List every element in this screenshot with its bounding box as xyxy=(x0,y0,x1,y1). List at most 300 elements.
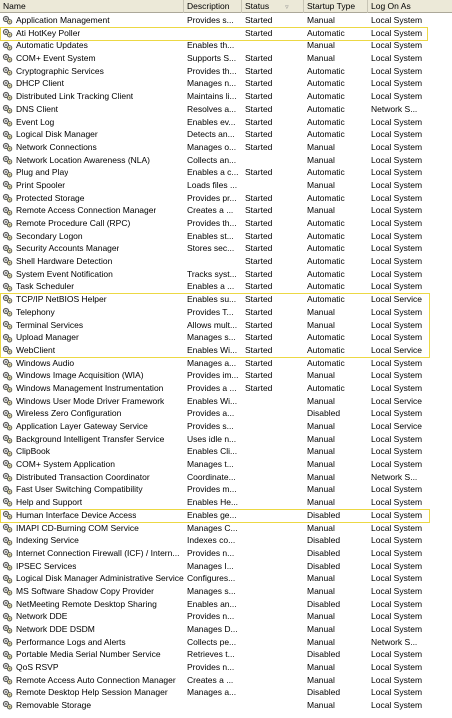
service-gear-icon xyxy=(2,485,13,495)
service-startup-type: Automatic xyxy=(307,129,345,140)
service-gear-icon xyxy=(2,624,13,634)
service-name: Plug and Play xyxy=(16,167,69,178)
service-name-cell[interactable] xyxy=(0,128,184,141)
service-name: Fast User Switching Compatibility xyxy=(16,484,143,495)
table-row[interactable] xyxy=(0,128,452,141)
service-name-cell[interactable] xyxy=(0,103,184,116)
service-log-on-as: Local System xyxy=(371,281,423,292)
column-header-description[interactable]: Description xyxy=(184,0,242,13)
service-gear-icon xyxy=(2,244,13,254)
service-gear-icon xyxy=(2,650,13,660)
service-gear-icon xyxy=(2,574,13,584)
table-row[interactable] xyxy=(0,433,452,446)
service-description: Provides a... xyxy=(187,408,235,419)
service-name-cell[interactable] xyxy=(0,382,184,395)
service-description: Provides n... xyxy=(187,662,235,673)
column-header-name[interactable]: Name xyxy=(0,0,184,13)
service-name: Remote Access Connection Manager xyxy=(16,205,157,216)
service-startup-type: Manual xyxy=(307,700,335,711)
service-name-cell[interactable] xyxy=(0,192,184,205)
service-log-on-as: Local System xyxy=(371,141,423,152)
service-name-cell[interactable] xyxy=(0,280,184,293)
service-startup-type: Automatic xyxy=(307,230,345,241)
service-name-cell[interactable] xyxy=(0,471,184,484)
service-startup-type: Disabled xyxy=(307,687,341,698)
service-name-cell[interactable] xyxy=(0,230,184,243)
service-log-on-as: Local System xyxy=(371,687,423,698)
service-description: Manages s... xyxy=(187,332,236,343)
table-row[interactable] xyxy=(0,166,452,179)
table-row[interactable] xyxy=(0,471,452,484)
service-name: Logical Disk Manager xyxy=(16,129,98,140)
service-description: Enables He... xyxy=(187,497,239,508)
service-startup-type: Automatic xyxy=(307,218,345,228)
service-startup-type: Manual xyxy=(307,319,335,330)
service-gear-icon xyxy=(2,497,13,507)
table-row[interactable] xyxy=(0,52,452,65)
column-header-startup-type[interactable]: Startup Type xyxy=(304,0,368,13)
service-gear-icon xyxy=(2,294,13,304)
service-name-cell[interactable] xyxy=(0,306,184,319)
service-name: Remote Desktop Help Session Manager xyxy=(16,687,168,698)
table-row[interactable] xyxy=(0,344,452,357)
service-name: Print Spooler xyxy=(16,179,66,190)
service-status: Started xyxy=(245,218,273,228)
table-row[interactable] xyxy=(0,90,452,103)
service-name: Indexing Service xyxy=(16,535,79,546)
service-status xyxy=(242,686,304,699)
service-startup-type: Manual xyxy=(307,370,335,381)
service-name: Cryptographic Services xyxy=(16,65,104,76)
table-row[interactable] xyxy=(0,496,452,509)
service-name-cell[interactable] xyxy=(0,636,184,649)
service-status: Started xyxy=(245,27,273,38)
service-name-cell[interactable] xyxy=(0,585,184,598)
service-name-cell[interactable] xyxy=(0,395,184,408)
service-description: Enables Wi... xyxy=(187,344,238,355)
service-status xyxy=(242,420,304,433)
service-name: Secondary Logon xyxy=(16,230,83,241)
service-description: Creates a ... xyxy=(187,205,234,216)
table-row[interactable] xyxy=(0,382,452,395)
service-log-on-as: Local System xyxy=(371,53,423,64)
service-gear-icon xyxy=(2,612,13,622)
table-row[interactable] xyxy=(0,509,452,522)
service-description: Manages C... xyxy=(187,522,238,533)
service-description: Detects an... xyxy=(187,129,235,140)
service-name-cell[interactable] xyxy=(0,255,184,268)
service-description: Configures... xyxy=(187,573,236,584)
table-row[interactable] xyxy=(0,560,452,573)
service-log-on-as: Local System xyxy=(371,535,423,546)
service-startup-type: Manual xyxy=(307,154,335,165)
table-row[interactable] xyxy=(0,204,452,217)
service-name-cell[interactable] xyxy=(0,686,184,699)
table-row[interactable] xyxy=(0,306,452,319)
service-startup-type: Manual xyxy=(307,674,335,685)
table-row[interactable] xyxy=(0,648,452,661)
service-status xyxy=(242,395,304,408)
service-name-cell[interactable] xyxy=(0,319,184,332)
service-name: Upload Manager xyxy=(16,332,79,343)
service-description: Creates a ... xyxy=(187,674,234,685)
table-row[interactable] xyxy=(0,522,452,535)
table-row[interactable] xyxy=(0,407,452,420)
table-row[interactable] xyxy=(0,445,452,458)
service-status xyxy=(242,560,304,573)
service-log-on-as: Local System xyxy=(371,218,423,228)
service-status: Started xyxy=(245,15,273,25)
table-row[interactable] xyxy=(0,699,452,712)
service-name-cell[interactable] xyxy=(0,623,184,636)
service-startup-type: Manual xyxy=(307,497,335,508)
service-gear-icon xyxy=(2,168,13,178)
service-name: Task Scheduler xyxy=(16,281,75,292)
service-name: Network DDE DSDM xyxy=(16,624,95,634)
service-status xyxy=(242,661,304,674)
service-name-cell[interactable] xyxy=(0,674,184,687)
service-description: Provides pr... xyxy=(187,192,237,203)
service-log-on-as: Local System xyxy=(371,268,423,279)
table-row[interactable] xyxy=(0,357,452,370)
service-name-cell[interactable] xyxy=(0,204,184,217)
service-name-cell[interactable] xyxy=(0,141,184,154)
service-startup-type: Automatic xyxy=(307,167,345,178)
service-startup-type: Automatic xyxy=(307,27,345,38)
service-log-on-as: Local System xyxy=(371,357,423,368)
service-startup-type: Manual xyxy=(307,141,335,152)
table-row[interactable] xyxy=(0,154,452,167)
service-gear-icon xyxy=(2,79,13,89)
table-row[interactable] xyxy=(0,268,452,281)
service-gear-icon xyxy=(2,396,13,406)
service-name-cell[interactable] xyxy=(0,661,184,674)
service-startup-type: Automatic xyxy=(307,116,345,127)
service-status: Started xyxy=(245,116,273,127)
service-description: Enables an... xyxy=(187,598,237,609)
service-description: Provides s... xyxy=(187,15,234,25)
service-name: Protected Storage xyxy=(16,192,85,203)
table-row[interactable] xyxy=(0,14,452,27)
service-log-on-as: Local System xyxy=(371,382,423,393)
service-gear-icon xyxy=(2,459,13,469)
service-gear-icon xyxy=(2,155,13,165)
service-name-cell[interactable] xyxy=(0,268,184,281)
service-name-cell[interactable] xyxy=(0,648,184,661)
service-gear-icon xyxy=(2,472,13,482)
service-description: Provides n... xyxy=(187,547,235,558)
service-name-cell[interactable] xyxy=(0,77,184,90)
service-name: DNS Client xyxy=(16,103,59,114)
table-row[interactable] xyxy=(0,572,452,585)
table-row[interactable] xyxy=(0,369,452,382)
service-name-cell[interactable] xyxy=(0,610,184,623)
service-description: Manages a... xyxy=(187,357,237,368)
service-name: Distributed Transaction Coordinator xyxy=(16,471,150,482)
service-status: Started xyxy=(245,332,273,343)
column-header-status[interactable]: Status ▿ xyxy=(242,0,304,13)
service-log-on-as: Local System xyxy=(371,129,423,140)
table-row[interactable] xyxy=(0,179,452,192)
service-name-cell[interactable] xyxy=(0,445,184,458)
service-log-on-as: Local System xyxy=(371,433,423,444)
service-log-on-as: Local System xyxy=(371,116,423,127)
service-name: Windows User Mode Driver Framework xyxy=(16,395,165,406)
table-row[interactable] xyxy=(0,319,452,332)
service-name: Remote Access Auto Connection Manager xyxy=(16,674,176,685)
service-name-cell[interactable] xyxy=(0,14,184,27)
service-description: Collects pe... xyxy=(187,636,237,647)
service-description: Provides im... xyxy=(187,370,239,381)
service-startup-type: Automatic xyxy=(307,357,345,368)
service-log-on-as: Local System xyxy=(371,370,423,381)
service-gear-icon xyxy=(2,142,13,152)
service-description: Indexes co... xyxy=(187,535,236,546)
service-status: Started xyxy=(245,103,273,114)
service-name-cell[interactable] xyxy=(0,331,184,344)
service-description: Provides a ... xyxy=(187,382,237,393)
service-startup-type: Manual xyxy=(307,484,335,495)
service-description: Provides th... xyxy=(187,65,237,76)
service-name-cell[interactable] xyxy=(0,534,184,547)
service-log-on-as: Local System xyxy=(371,497,423,508)
table-row[interactable] xyxy=(0,116,452,129)
service-log-on-as: Local System xyxy=(371,167,423,178)
table-row[interactable] xyxy=(0,420,452,433)
service-name-cell[interactable] xyxy=(0,496,184,509)
service-status xyxy=(242,179,304,192)
service-name-cell[interactable] xyxy=(0,344,184,357)
service-startup-type: Manual xyxy=(307,40,335,51)
service-status: Started xyxy=(245,78,273,89)
column-header-log-on-as[interactable]: Log On As xyxy=(371,1,411,11)
service-name: Internet Connection Firewall (ICF) / Intern... xyxy=(16,547,180,558)
service-name-cell[interactable] xyxy=(0,217,184,230)
service-gear-icon xyxy=(2,307,13,317)
service-description: Collects an... xyxy=(187,154,237,165)
service-log-on-as: Local System xyxy=(371,230,423,241)
service-description: Uses idle n... xyxy=(187,433,237,444)
service-gear-icon xyxy=(2,218,13,228)
table-row[interactable] xyxy=(0,483,452,496)
service-description: Manages t... xyxy=(187,459,234,470)
service-name-cell[interactable] xyxy=(0,699,184,712)
service-name-cell[interactable] xyxy=(0,407,184,420)
table-row[interactable] xyxy=(0,636,452,649)
service-log-on-as: Local System xyxy=(371,192,423,203)
table-row[interactable] xyxy=(0,280,452,293)
service-log-on-as: Local System xyxy=(371,154,423,165)
table-row[interactable] xyxy=(0,77,452,90)
table-row[interactable] xyxy=(0,534,452,547)
service-startup-type: Automatic xyxy=(307,256,345,267)
service-name-cell[interactable] xyxy=(0,433,184,446)
service-name-cell[interactable] xyxy=(0,39,184,52)
service-status xyxy=(242,154,304,167)
service-description: Resolves a... xyxy=(187,103,237,114)
service-description: Enables Wi... xyxy=(187,395,238,406)
table-row[interactable] xyxy=(0,242,452,255)
table-row[interactable] xyxy=(0,141,452,154)
service-status: Started xyxy=(245,306,273,317)
service-startup-type: Manual xyxy=(307,522,335,533)
service-description: Provides n... xyxy=(187,611,235,622)
service-name-cell[interactable] xyxy=(0,179,184,192)
service-status xyxy=(242,598,304,611)
service-description: Tracks syst... xyxy=(187,268,237,279)
service-log-on-as: Local System xyxy=(371,446,423,457)
service-status xyxy=(242,433,304,446)
service-gear-icon xyxy=(2,447,13,457)
service-name-cell[interactable] xyxy=(0,357,184,370)
service-status: Started xyxy=(245,344,273,355)
service-name-cell[interactable] xyxy=(0,90,184,103)
service-name-cell[interactable] xyxy=(0,547,184,560)
service-name-cell[interactable] xyxy=(0,293,184,306)
service-startup-type: Automatic xyxy=(307,91,345,102)
service-log-on-as: Local System xyxy=(371,332,423,343)
service-name-cell[interactable] xyxy=(0,522,184,535)
service-log-on-as: Local System xyxy=(371,649,423,660)
service-description: Enables ge... xyxy=(187,509,237,520)
service-name-cell[interactable] xyxy=(0,65,184,78)
service-gear-icon xyxy=(2,28,13,38)
table-row[interactable] xyxy=(0,192,452,205)
service-name-cell[interactable] xyxy=(0,369,184,382)
table-row[interactable] xyxy=(0,331,452,344)
service-name: WebClient xyxy=(16,344,56,355)
service-name-cell[interactable] xyxy=(0,116,184,129)
service-startup-type: Automatic xyxy=(307,78,345,89)
service-name-cell[interactable] xyxy=(0,27,184,40)
table-row[interactable] xyxy=(0,230,452,243)
service-name-cell[interactable] xyxy=(0,420,184,433)
service-log-on-as: Local Service xyxy=(371,395,423,406)
service-name: MS Software Shadow Copy Provider xyxy=(16,585,154,596)
service-name-cell[interactable] xyxy=(0,560,184,573)
service-name-cell[interactable] xyxy=(0,166,184,179)
service-status xyxy=(242,585,304,598)
service-description: Manages s... xyxy=(187,585,236,596)
service-name: DHCP Client xyxy=(16,78,65,89)
service-status xyxy=(242,648,304,661)
service-name-cell[interactable] xyxy=(0,509,184,522)
service-status: Started xyxy=(245,65,273,76)
service-name-cell[interactable] xyxy=(0,52,184,65)
service-gear-icon xyxy=(2,256,13,266)
table-row[interactable] xyxy=(0,293,452,306)
service-name: Background Intelligent Transfer Service xyxy=(16,433,165,444)
service-startup-type: Manual xyxy=(307,471,335,482)
service-startup-type: Manual xyxy=(307,662,335,673)
service-startup-type: Manual xyxy=(307,611,335,622)
table-row[interactable] xyxy=(0,598,452,611)
table-row[interactable] xyxy=(0,395,452,408)
service-status: Started xyxy=(245,382,273,393)
table-row[interactable] xyxy=(0,623,452,636)
service-description xyxy=(184,699,242,712)
service-name-cell[interactable] xyxy=(0,483,184,496)
service-name-cell[interactable] xyxy=(0,154,184,167)
service-gear-icon xyxy=(2,637,13,647)
service-description: Enables st... xyxy=(187,230,234,241)
service-log-on-as: Local System xyxy=(371,205,423,216)
service-startup-type: Manual xyxy=(307,446,335,457)
service-description: Manages I... xyxy=(187,560,234,571)
table-row[interactable] xyxy=(0,39,452,52)
service-log-on-as: Local Service xyxy=(371,421,423,431)
service-description: Supports S... xyxy=(187,53,237,64)
table-row[interactable] xyxy=(0,65,452,78)
table-row[interactable] xyxy=(0,686,452,699)
service-status: Started xyxy=(245,256,273,267)
service-startup-type: Manual xyxy=(307,205,335,216)
service-gear-icon xyxy=(2,421,13,431)
table-row[interactable] xyxy=(0,661,452,674)
table-row[interactable] xyxy=(0,458,452,471)
service-status xyxy=(242,39,304,52)
service-log-on-as: Local Service xyxy=(371,344,423,355)
service-name-cell[interactable] xyxy=(0,242,184,255)
service-log-on-as: Local System xyxy=(371,560,423,571)
service-gear-icon xyxy=(2,333,13,343)
service-startup-type: Disabled xyxy=(307,598,341,609)
table-row[interactable] xyxy=(0,255,452,268)
service-name-cell[interactable] xyxy=(0,572,184,585)
service-status xyxy=(242,407,304,420)
service-name: Wireless Zero Configuration xyxy=(16,408,122,419)
service-log-on-as: Local System xyxy=(371,662,423,673)
service-startup-type: Disabled xyxy=(307,560,341,571)
sort-indicator-icon: ▿ xyxy=(285,4,289,11)
service-status: Started xyxy=(245,129,273,140)
service-gear-icon xyxy=(2,206,13,216)
service-startup-type: Automatic xyxy=(307,382,345,393)
table-row[interactable] xyxy=(0,547,452,560)
service-status: Started xyxy=(245,319,273,330)
service-status xyxy=(242,572,304,585)
service-name-cell[interactable] xyxy=(0,598,184,611)
service-log-on-as: Local System xyxy=(371,459,423,470)
service-description: Maintains li... xyxy=(187,91,237,102)
table-row[interactable] xyxy=(0,27,452,40)
service-name: Security Accounts Manager xyxy=(16,243,120,254)
service-startup-type: Disabled xyxy=(307,509,341,520)
service-status: Started xyxy=(245,370,273,381)
service-startup-type: Manual xyxy=(307,585,335,596)
table-row[interactable] xyxy=(0,674,452,687)
table-row[interactable] xyxy=(0,103,452,116)
service-description: Enables ev... xyxy=(187,116,236,127)
table-row[interactable] xyxy=(0,585,452,598)
service-gear-icon xyxy=(2,599,13,609)
service-log-on-as: Local System xyxy=(371,484,423,495)
service-log-on-as: Network S... xyxy=(371,471,418,482)
table-row[interactable] xyxy=(0,610,452,623)
service-status xyxy=(242,636,304,649)
service-log-on-as: Local Service xyxy=(371,294,423,305)
service-status xyxy=(242,699,304,712)
service-description: Retrieves t... xyxy=(187,649,235,660)
service-startup-type: Manual xyxy=(307,636,335,647)
service-description: Enables Cli... xyxy=(187,446,238,457)
service-name-cell[interactable] xyxy=(0,458,184,471)
service-startup-type: Manual xyxy=(307,624,335,634)
table-row[interactable] xyxy=(0,217,452,230)
service-status xyxy=(242,509,304,522)
service-description: Provides s... xyxy=(187,421,234,431)
service-startup-type: Manual xyxy=(307,395,335,406)
